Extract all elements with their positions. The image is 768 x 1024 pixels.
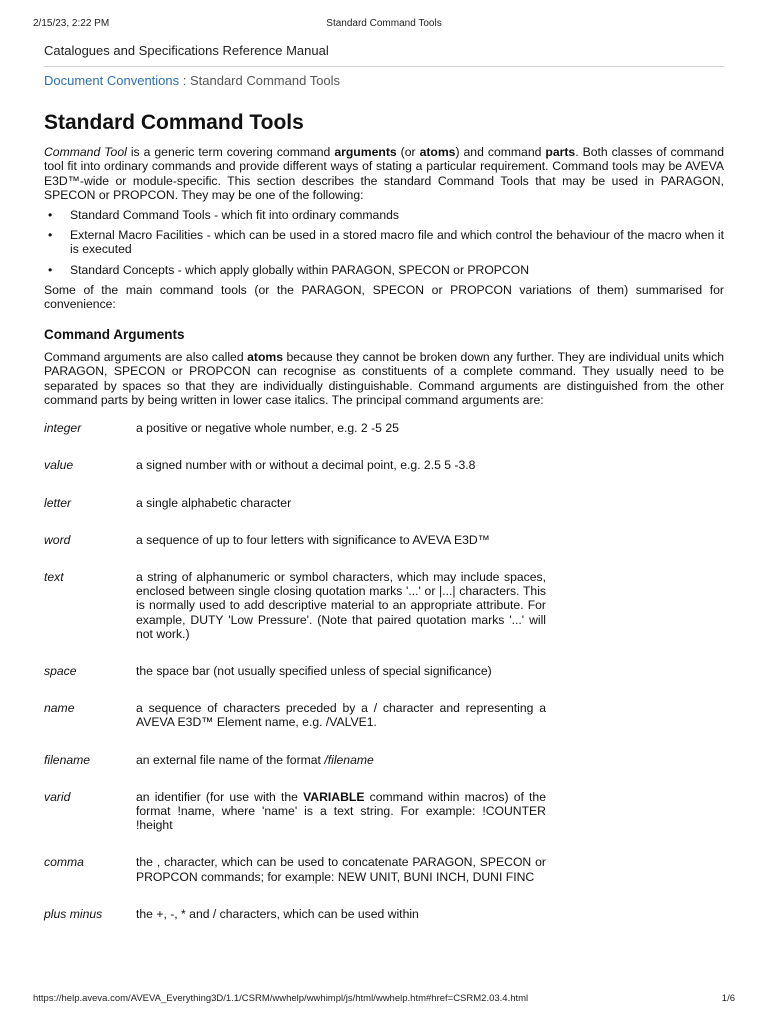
- command-tool-list: [44, 208, 724, 277]
- argument-definition: the , character, which can be used to concatenate PARAGON, SPECON or PROPCON commands; for example: NEW UNIT, BUNI INCH, DUNI FINC: [136, 855, 546, 884]
- argument-term: value: [44, 458, 74, 473]
- print-title: Standard Command Tools: [326, 18, 442, 29]
- page-number: 1/6: [721, 993, 735, 1004]
- argument-definition: the +, -, * and / characters, which can be used within: [136, 906, 419, 921]
- print-url: https://help.aveva.com/AVEVA_Everything3D/1.1/CSRM/wwhelp/wwhimpl/js/html/wwhelp.htm#href=CSRM2.03.4.html: [33, 993, 529, 1004]
- argument-row: [44, 533, 724, 547]
- print-header: [33, 18, 735, 32]
- argument-row: [44, 570, 724, 641]
- list-item: • External Macro Facilities - which can be used in a stored macro file and which control the behaviour of the macro when it is executed: [48, 228, 724, 257]
- argument-definition: the space bar (not usually specified unless of special significance): [136, 663, 492, 678]
- argument-term: name: [44, 701, 75, 716]
- manual-title: Catalogues and Specifications Reference Manual: [44, 43, 329, 58]
- breadcrumb-separator: :: [179, 73, 190, 88]
- bullet-icon: •: [48, 208, 53, 223]
- section-heading: Command Arguments: [44, 327, 185, 343]
- list-item: • Standard Command Tools - which fit into ordinary commands: [48, 208, 399, 223]
- argument-term: plus minus: [44, 906, 103, 921]
- list-item: • Standard Concepts - which apply globally within PARAGON, SPECON or PROPCON: [48, 262, 530, 277]
- argument-definition: a sequence of up to four letters with significance to AVEVA E3D™: [136, 532, 490, 547]
- argument-term: varid: [44, 789, 71, 804]
- arguments-intro-paragraph: Command arguments are also called atoms because they cannot be broken down any further. They are individual units which PARAGON, SPECON or PROPCON can recognise as constituents of a complete command. They usually need to be separated by spaces so that they are individually distinguishable. Command arguments are distinguished from the other command parts by being written in lower case italics. The principal command arguments are:: [44, 350, 724, 407]
- argument-term: text: [44, 569, 64, 584]
- argument-row: [44, 458, 724, 472]
- argument-term: integer: [44, 421, 82, 436]
- breadcrumb-link-document-conventions[interactable]: Document Conventions: [44, 73, 180, 88]
- argument-row: [44, 701, 724, 729]
- print-footer: [33, 993, 735, 1007]
- breadcrumb: [44, 73, 340, 88]
- argument-term: letter: [44, 495, 72, 510]
- intro-paragraph: Command Tool is a generic term covering command arguments (or atoms) and command parts. Both classes of command tool fit into ordinary commands and provide different ways of stating a particular requirement. Command tools may be AVEVA E3D™-wide or module-specific. This section describes the standard Command Tools that may be used in PARAGON, SPECON or PROPCON. They may be one of the following:: [44, 145, 724, 202]
- args-bold-atoms: atoms: [247, 350, 284, 365]
- argument-definition: a sequence of characters preceded by a / character and representing a AVEVA E3D™ Element name, e.g. /VALVE1.: [136, 701, 546, 730]
- argument-definition: an identifier (for use with the VARIABLE command within macros) of the format !name, where 'name' is a text string. For example: !COUNTER !height: [136, 789, 546, 833]
- header-divider: [44, 66, 724, 67]
- arguments-list: [44, 421, 724, 921]
- intro-term: Command Tool: [44, 145, 127, 160]
- argument-row: [44, 855, 724, 883]
- argument-definition: a single alphabetic character: [136, 495, 292, 510]
- intro-bold-arguments: arguments: [334, 145, 397, 160]
- argument-term: space: [44, 663, 77, 678]
- argument-term: word: [44, 532, 71, 547]
- argument-row: [44, 496, 724, 510]
- argument-row: [44, 421, 724, 435]
- intro-bold-parts: parts: [545, 145, 576, 160]
- argument-term: filename: [44, 752, 91, 767]
- breadcrumb-current: Standard Command Tools: [189, 73, 341, 88]
- page-title: Standard Command Tools: [44, 111, 304, 134]
- bullet-icon: •: [48, 262, 53, 277]
- argument-row: [44, 790, 724, 833]
- argument-definition: an external file name of the format /filename: [136, 752, 374, 767]
- argument-term: comma: [44, 855, 84, 870]
- argument-row: [44, 664, 724, 678]
- argument-row: [44, 753, 724, 767]
- argument-definition: a signed number with or without a decimal point, e.g. 2.5 5 -3.8: [136, 458, 476, 473]
- argument-definition: a positive or negative whole number, e.g. 2 -5 25: [136, 421, 399, 436]
- bullet-icon: •: [48, 228, 53, 243]
- argument-definition: a string of alphanumeric or symbol characters, which may include spaces, enclosed between single closing quotation marks '...' or |...| characters. This is normally used to add descriptive material to an appropriate attribute. For example, DUTY 'Low Pressure'. (Note that paired quotation marks '...' will not work.): [136, 569, 546, 641]
- main-content: [44, 110, 724, 944]
- print-date: 2/15/23, 2:22 PM: [33, 18, 110, 29]
- argument-row: [44, 907, 724, 921]
- summary-paragraph: Some of the main command tools (or the PARAGON, SPECON or PROPCON variations of them) summarised for convenience:: [44, 282, 724, 312]
- intro-bold-atoms: atoms: [419, 145, 456, 160]
